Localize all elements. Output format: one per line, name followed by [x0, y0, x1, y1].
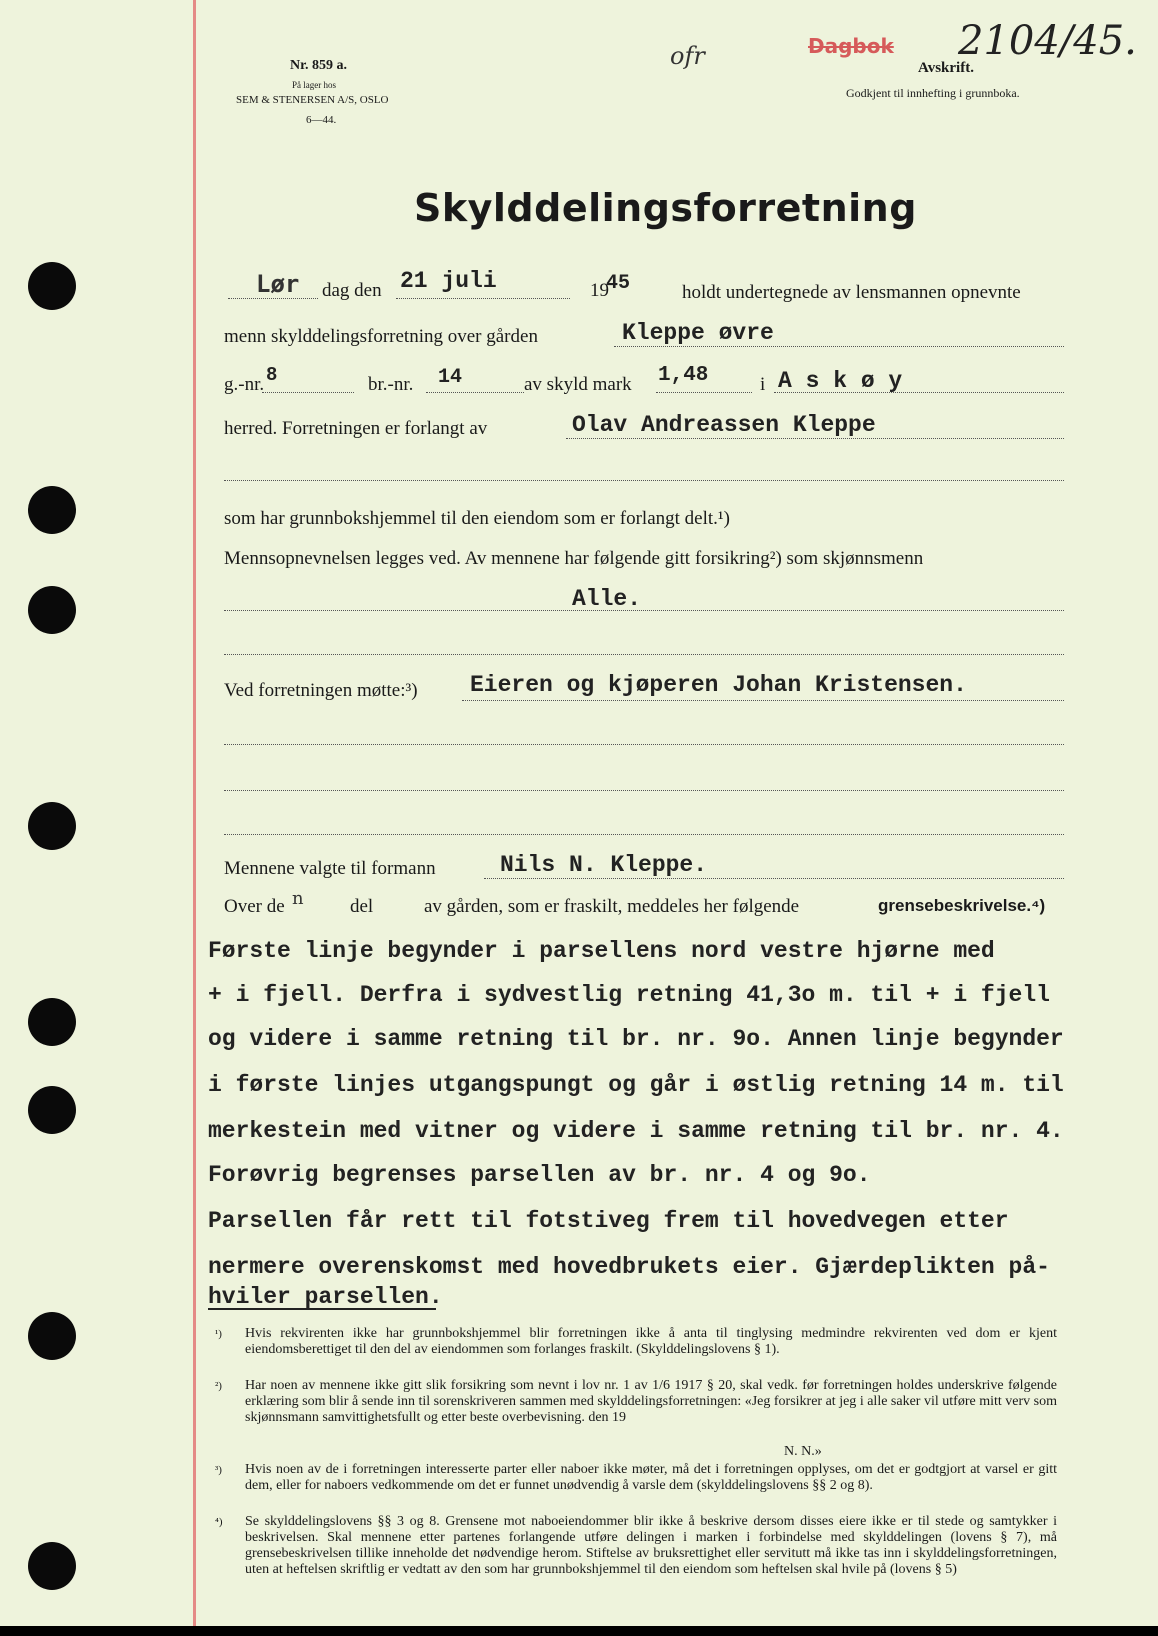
- description-line: merkestein med vitner og videre i samme retning til br. nr. 4.: [208, 1118, 1064, 1144]
- farm-line: [614, 346, 1064, 347]
- attendees-value: Eieren og kjøperen Johan Kristensen.: [470, 672, 967, 698]
- publisher-date: 6—44.: [306, 114, 337, 126]
- footnote: [215, 1378, 1057, 1426]
- municipality-value: A s k ø y: [778, 368, 903, 394]
- line2-label: menn skylddelingsforretning over gården: [224, 326, 538, 347]
- herred-label: herred. Forretningen er forlangt av: [224, 418, 488, 439]
- over-tail: av gården, som er fraskilt, meddeles her følgende: [424, 896, 800, 917]
- gnr-line: [262, 392, 354, 393]
- weekday-line: [228, 298, 318, 299]
- footnote-text: Hvis noen av de i forretningen interesserte parter eller naboer ikke møter, må det i forretningen opplyses, om det er godtgjort at varsel er gitt dem, eller for naboers vedkommende om det er funnet unødvendig å varsle dem (skylddelingslovens §§ 2 og 8).: [245, 1462, 1057, 1493]
- requester-value: Olav Andreassen Kleppe: [572, 412, 876, 438]
- footnote: [215, 1462, 1057, 1494]
- punch-hole-icon: [28, 802, 76, 850]
- description-underline: [208, 1308, 436, 1310]
- description-line: Første linje begynder i parsellens nord vestre hjørne med: [208, 938, 995, 964]
- year-value: 45: [606, 272, 631, 295]
- publisher-name: SEM & STENERSEN A/S, OSLO: [236, 94, 389, 106]
- footnote-signature: [784, 1444, 884, 1460]
- description-line: Parsellen får rett til fotstiveg frem til hovedvegen etter: [208, 1208, 1009, 1234]
- avskrift-label: Avskrift.: [918, 60, 974, 76]
- godkjent-label: Godkjent til innhefting i grunnboka.: [846, 86, 1020, 100]
- date-line: [396, 298, 570, 299]
- weekday-value: Lør: [256, 270, 300, 298]
- brnr-value: 14: [438, 366, 463, 389]
- farm-name: Kleppe øvre: [622, 320, 774, 346]
- punch-hole-icon: [28, 1312, 76, 1360]
- grunnbok-text: som har grunnbokshjemmel til den eiendom som er forlangt delt.¹): [224, 508, 730, 529]
- formann-line: [484, 878, 1064, 879]
- punch-hole-icon: [28, 586, 76, 634]
- red-margin-line: [193, 0, 196, 1636]
- footnote: [215, 1514, 1057, 1578]
- punch-hole-icon: [28, 1086, 76, 1134]
- year-prefix: 19: [590, 280, 609, 301]
- attendees-line: [462, 700, 1064, 701]
- blank-line: [224, 654, 1064, 655]
- skyld-label: av skyld mark: [524, 374, 632, 395]
- skyld-value: 1,48: [658, 364, 709, 387]
- over-handwritten: n: [292, 888, 304, 909]
- forsikring-value: Alle.: [572, 586, 642, 612]
- footnote-text: Hvis rekvirenten ikke har grunnbokshjemmel blir forretningen ikke å anta til tinglysing medmindre rekvirenten ved dom er kjent eiendomsberettiget til den del av eiendommen som forlanges fraskilt. (Skylddelingslovens § 1).: [245, 1326, 1057, 1357]
- punch-hole-icon: [28, 486, 76, 534]
- mennsopnevnelse-text: Mennsopnevnelsen legges ved. Av mennene har følgende gitt forsikring²) som skjønnsmenn: [224, 548, 924, 569]
- footnote-text: Se skylddelingslovens §§ 3 og 8. Grensene mot naboeiendommer blir ikke å beskrive dersom disses eiere ikke er til stede og samtykker i beskrivelsen. Skal mennene etter partenes forlangende utføre delingen i marken i forbindelse med skylddelingen (lovens § 7), må grensebeskrivelsen tillike inneholde det nødvendige herom. Stiftelse av bruksrettighet eller servitutt må ikke tas inn i skylddelingsforretningen, uten at heftelsen skriftlig er vedtatt av den som har grunnbokshjemmel til den eiendom som heftelsen skal hvile på (lovens § 5): [245, 1514, 1057, 1577]
- handwritten-reference: 2104/45.: [958, 18, 1137, 64]
- grensebeskrivelse-label: grensebeskrivelse.⁴): [878, 896, 1046, 915]
- footnote-number: ²): [215, 1380, 222, 1392]
- brnr-line: [426, 392, 524, 393]
- footnote-number: ⁴): [215, 1516, 223, 1528]
- requester-line: [566, 438, 1064, 439]
- dag-den-label: dag den: [322, 280, 382, 301]
- description-line: nermere overenskomst med hovedbrukets eier. Gjærdeplikten på-: [208, 1254, 1050, 1280]
- formann-label: Mennene valgte til formann: [224, 858, 436, 879]
- blank-line: [224, 834, 1064, 835]
- punch-hole-icon: [28, 1542, 76, 1590]
- description-line: Forøvrig begrenses parsellen av br. nr. 4 og 9o.: [208, 1162, 871, 1188]
- footnote: [215, 1326, 1057, 1358]
- date-value: 21 juli: [400, 268, 497, 294]
- i-label: i: [760, 374, 766, 395]
- description-line: og videre i samme retning til br. nr. 9o. Annen linje begynder: [208, 1026, 1064, 1052]
- footnote-text: Har noen av mennene ikke gitt slik forsikring som nevnt i lov nr. 1 av 1/6 1917 § 20, skal vedk. før forretningen holdes underskrive følgende erklæring som blir å sende inn til sorenskriveren sammen med skylddelingsforretningen: «Jeg forsikrer at jeg i alle saker vil utføre mitt verv som skjønnsmann samvittighetsfullt og etter beste overbevisning. den 19: [245, 1378, 1057, 1425]
- line1-tail: holdt undertegnede av lensmannen opnevnte: [682, 282, 1021, 303]
- description-line: i første linjes utgangspungt og går i østlig retning 14 m. til: [208, 1072, 1064, 1098]
- gnr-label: g.-nr.: [224, 374, 265, 395]
- gnr-value: 8: [266, 364, 278, 386]
- over-label: Over de: [224, 896, 285, 917]
- footnote-number: ³): [215, 1464, 222, 1476]
- del-label: del: [350, 896, 374, 917]
- blank-line: [224, 790, 1064, 791]
- description-line: hviler parsellen.: [208, 1284, 443, 1310]
- page-title: Skylddelingsforretning: [414, 186, 917, 230]
- footnote-text: N. N.»: [784, 1444, 822, 1459]
- form-number: Nr. 859 a.: [290, 58, 348, 73]
- handwritten-initials: ofr: [670, 42, 705, 70]
- scan-border: [0, 1626, 1158, 1636]
- dagbok-stamp: Dagbok: [808, 34, 894, 58]
- municipality-line: [774, 392, 1064, 393]
- forsikring-line: [224, 610, 1064, 611]
- punch-hole-icon: [28, 262, 76, 310]
- formann-value: Nils N. Kleppe.: [500, 852, 708, 878]
- blank-line: [224, 480, 1064, 481]
- skyld-line: [656, 392, 752, 393]
- brnr-label: br.-nr.: [368, 374, 414, 395]
- description-line: + i fjell. Derfra i sydvestlig retning 41,3o m. til + i fjell: [208, 982, 1050, 1008]
- blank-line: [224, 744, 1064, 745]
- publisher-line: På lager hos: [292, 80, 336, 90]
- punch-hole-icon: [28, 998, 76, 1046]
- motte-label: Ved forretningen møtte:³): [224, 680, 418, 701]
- footnote-number: ¹): [215, 1328, 222, 1340]
